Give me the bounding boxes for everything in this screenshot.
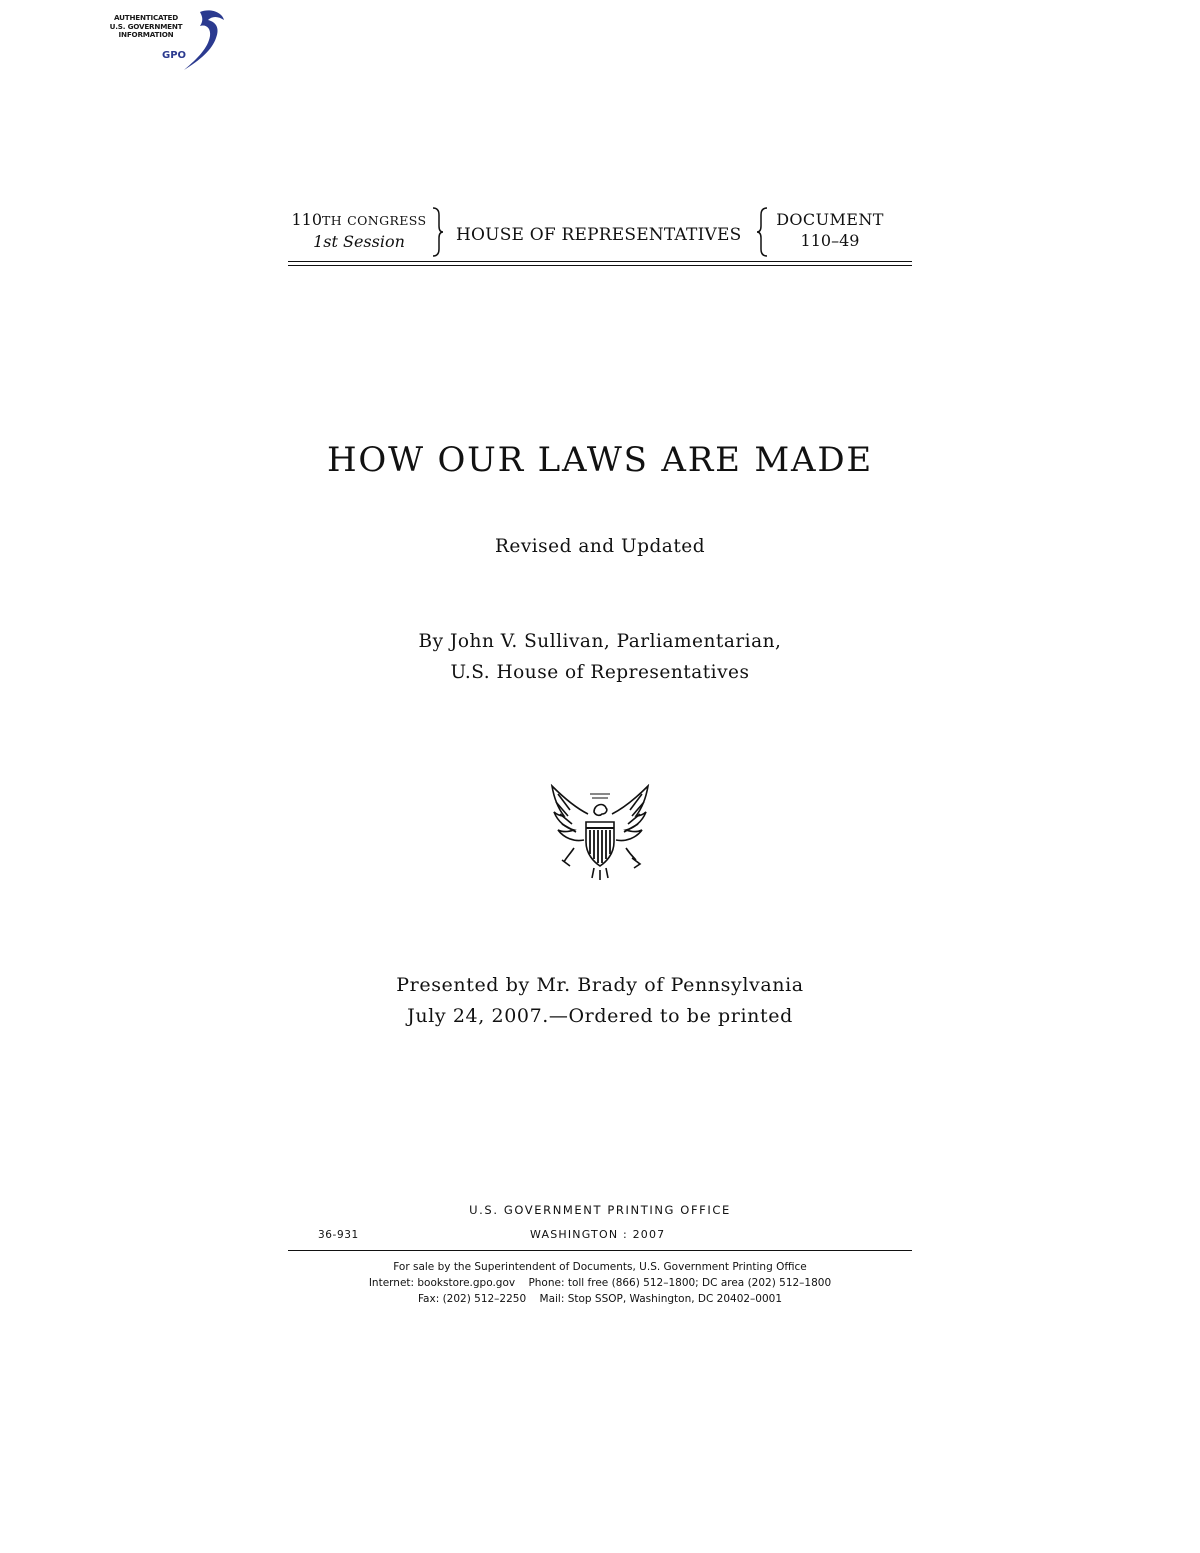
presented-block: [0, 970, 1200, 1032]
congress-label: [288, 209, 430, 231]
job-number: 36-931: [318, 1229, 359, 1241]
chamber-label: HOUSE OF REPRESENTATIVES: [456, 225, 742, 245]
presented-line-1: Presented by Mr. Brady of Pennsylvania: [396, 974, 804, 996]
printing-office: U.S. GOVERNMENT PRINTING OFFICE: [469, 1203, 731, 1217]
sale-line-3: Fax: (202) 512–2250 Mail: Stop SSOP, Washington, DC 20402–0001: [417, 1293, 783, 1305]
sale-line-2: Internet: bookstore.gpo.gov Phone: toll free (866) 512–1800; DC area (202) 512–1800: [368, 1277, 832, 1289]
city-year: WASHINGTON : 2007: [530, 1228, 666, 1241]
sale-notice: [0, 1259, 1200, 1307]
gpo-eagle-swoosh-icon: [170, 8, 228, 72]
congress-session-block: [288, 209, 430, 252]
congress-suffix: TH: [322, 213, 343, 228]
logo-line-1: AUTHENTICATED: [113, 13, 179, 22]
right-brace-left-block: [432, 207, 444, 257]
congress-word: CONGRESS: [347, 213, 427, 228]
logo-brand: GPO: [162, 50, 187, 61]
left-brace-right-block: [756, 207, 768, 257]
document-title: HOW OUR LAWS ARE MADE: [326, 440, 874, 480]
author-line-1: By John V. Sullivan, Parliamentarian,: [418, 631, 782, 652]
author-line-2: U.S. House of Representatives: [450, 662, 750, 683]
header-double-rule: [288, 261, 912, 266]
logo-line-2: U.S. GOVERNMENT: [109, 21, 183, 31]
document-header: [288, 205, 912, 267]
sale-line-1: For sale by the Superintendent of Documents, U.S. Government Printing Office: [393, 1261, 807, 1273]
presented-line-2: July 24, 2007.—Ordered to be printed: [407, 1005, 793, 1027]
session-label: 1st Session: [313, 232, 405, 251]
document-number: 110–49: [800, 231, 860, 250]
imprint-rule: [288, 1250, 912, 1251]
author-block: [0, 626, 1200, 688]
gpo-authenticated-logo: [100, 8, 230, 72]
document-number-block: [770, 209, 890, 251]
document-word-text: DOCUMENT: [776, 210, 884, 229]
congress-number: 110: [291, 210, 322, 229]
logo-line-3: INFORMATION: [118, 30, 174, 40]
document-word: [770, 209, 890, 230]
great-seal-eagle-icon: [548, 784, 652, 882]
document-subtitle: Revised and Updated: [494, 536, 706, 557]
